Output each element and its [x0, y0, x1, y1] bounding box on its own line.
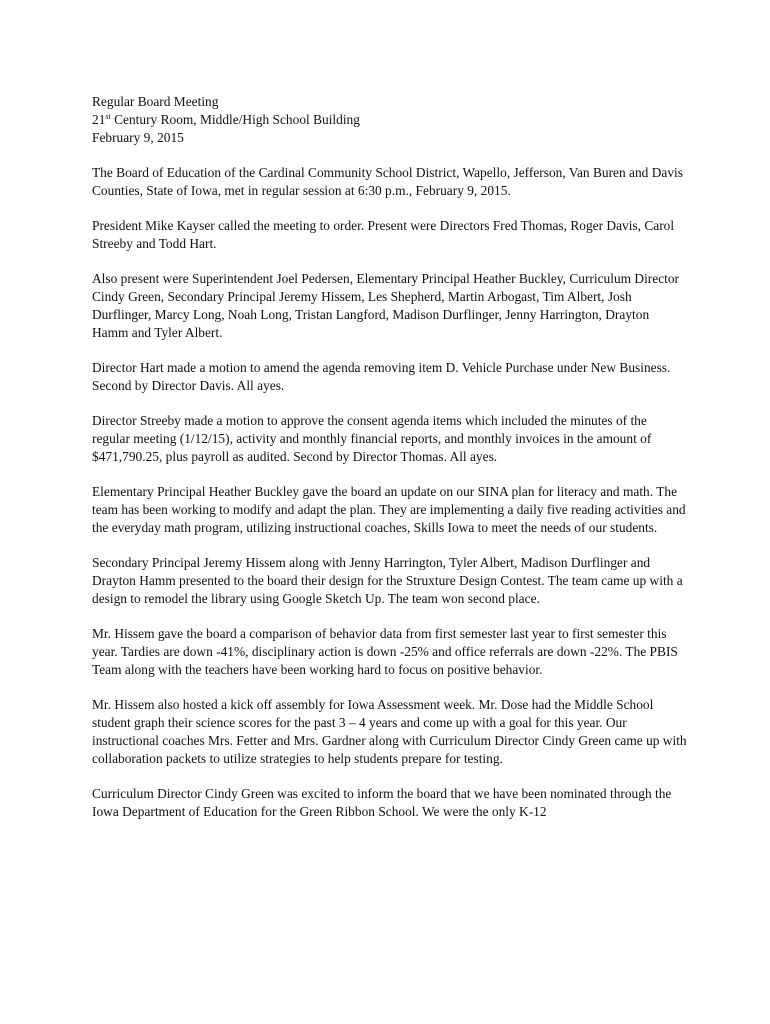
paragraph-agenda-motion: Director Hart made a motion to amend the agenda removing item D. Vehicle Purchase under New Business. Second by Director Davis. All ayes. — [92, 360, 671, 393]
paragraph-sina-update: Elementary Principal Heather Buckley gave the board an update on our SINA plan for literacy and math. The team has been working to modify and adapt the plan. They are implementing a daily five reading activities and the everyday math program, utilizing instructional coaches, Skills Iowa to meet the needs of our students. — [92, 484, 686, 535]
document-body — [92, 93, 688, 838]
paragraph-behavior-data: Mr. Hissem gave the board a comparison of behavior data from first semester last year to first semester this year. Tardies are down -41%, disciplinary action is down -25% and office referrals are down -22%. The PBIS Team along with the teachers have been working hard to focus on positive behavior. — [92, 626, 678, 677]
paragraph-session: The Board of Education of the Cardinal Community School District, Wapello, Jefferson, Van Buren and Davis Counties, State of Iowa, met in regular session at 6:30 p.m., February 9, 2015. — [92, 165, 683, 198]
meeting-date: February 9, 2015 — [92, 130, 184, 145]
location-suffix: st — [105, 112, 111, 121]
meeting-title: Regular Board Meeting — [92, 94, 219, 109]
meeting-location — [92, 111, 688, 129]
location-number: 21 — [92, 112, 106, 127]
paragraph-design-contest: Secondary Principal Jeremy Hissem along with Jenny Harrington, Tyler Albert, Madison Durflinger and Drayton Hamm presented to the board their design for the Struxture Design Contest. The team came up with a design to remodel the library using Google Sketch Up. The team won second place. — [92, 555, 683, 606]
paragraph-call-to-order: President Mike Kayser called the meeting to order. Present were Directors Fred Thomas, Roger Davis, Carol Streeby and Todd Hart. — [92, 218, 675, 251]
paragraph-consent-agenda: Director Streeby made a motion to approve the consent agenda items which included the minutes of the regular meeting (1/12/15), activity and monthly financial reports, and monthly invoices in the amount of $471,790.25, plus payroll as audited. Second by Director Thomas. All ayes. — [92, 413, 652, 464]
paragraph-green-ribbon: Curriculum Director Cindy Green was excited to inform the board that we have been nominated through the Iowa Department of Education for the Green Ribbon School. We were the only K-12 — [92, 786, 672, 819]
location-rest: Century Room, Middle/High School Building — [110, 112, 360, 127]
paragraph-assessment-week: Mr. Hissem also hosted a kick off assembly for Iowa Assessment week. Mr. Dose had the Middle School student graph their science scores for the past 3 – 4 years and come up with a goal for this year. Our instructional coaches Mrs. Fetter and Mrs. Gardner along with Curriculum Director Cindy Green came up with collaboration packets to utilize strategies to help students prepare for testing. — [92, 697, 687, 766]
paragraph-also-present: Also present were Superintendent Joel Pedersen, Elementary Principal Heather Buckley, Curriculum Director Cindy Green, Secondary Principal Jeremy Hissem, Les Shepherd, Martin Arbogast, Tim Albert, Josh Durflinger, Marcy Long, Noah Long, Tristan Langford, Madison Durflinger, Jenny Harrington, Drayton Hamm and Tyler Albert. — [92, 271, 680, 340]
meeting-heading — [92, 93, 688, 147]
